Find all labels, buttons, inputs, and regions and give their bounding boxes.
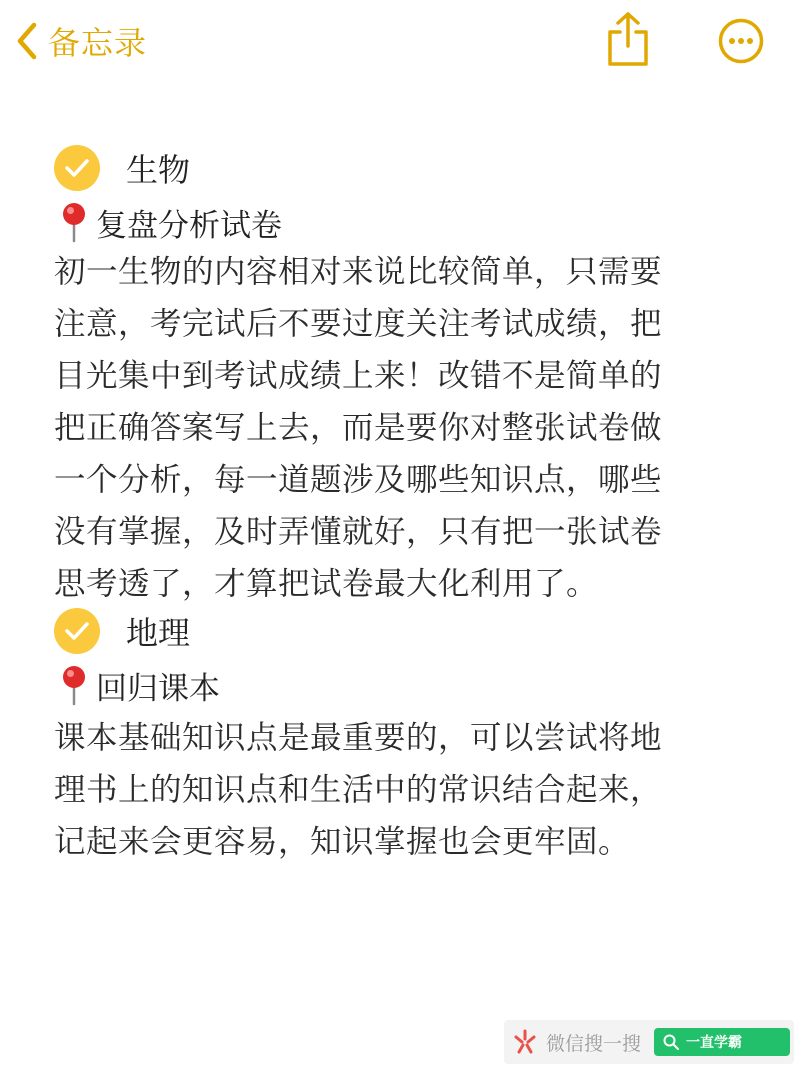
paragraph-line: 一个分析，每一道题涉及哪些知识点，哪些: [54, 462, 663, 498]
paragraph-line: 思考透了，才算把试卷最大化利用了。: [54, 566, 599, 602]
section-heading-geography: [54, 606, 190, 656]
subheading-text: 复盘分析试卷: [96, 207, 282, 244]
watermark-search-text: 微信搜一搜: [546, 1032, 642, 1055]
paragraph-line: 注意，考完试后不要过度关注考试成绩，把: [54, 306, 663, 342]
paragraph-line: 目光集中到考试成绩上来！改错不是简单的: [54, 358, 663, 394]
search-icon: [662, 1033, 680, 1051]
section-title: 生物: [126, 151, 191, 189]
checkmark-circle-icon[interactable]: [54, 608, 100, 654]
pushpin-icon: [58, 201, 90, 243]
paragraph-line: 理书上的知识点和生活中的常识结合起来，: [54, 772, 663, 808]
back-label: 备忘录: [48, 24, 148, 62]
subheading-text: 回归课本: [96, 670, 220, 707]
chevron-left-icon: [14, 21, 40, 61]
paragraph-line: 记起来会更容易，知识掌握也会更牢固。: [54, 824, 631, 860]
note-paragraph-geography: [54, 712, 744, 868]
watermark-badge-text: 一直学霸: [686, 1035, 742, 1051]
wechat-search-logo-icon: [510, 1027, 540, 1057]
subheading-textbook: [58, 662, 220, 708]
back-button[interactable]: [14, 16, 147, 66]
more-options-button[interactable]: [718, 18, 764, 64]
paragraph-line: 把正确答案写上去，而是要你对整张试卷做: [54, 410, 663, 446]
paragraph-line: 初一生物的内容相对来说比较简单，只需要: [54, 254, 663, 290]
more-ellipsis-icon: [718, 18, 764, 64]
paragraph-line: 没有掌握，及时弄懂就好，只有把一张试卷: [54, 514, 663, 550]
note-paragraph-biology: [54, 246, 744, 610]
section-heading-biology: [54, 143, 190, 193]
checkmark-circle-icon[interactable]: [54, 145, 100, 191]
section-title: 地理: [126, 614, 191, 652]
paragraph-line: 课本基础知识点是最重要的，可以尝试将地: [54, 720, 663, 756]
share-icon: [604, 10, 652, 68]
subheading-review: [58, 199, 282, 245]
nav-bar: [0, 0, 800, 90]
pushpin-icon: [58, 664, 90, 706]
watermark-badge: [654, 1028, 790, 1056]
share-button[interactable]: [604, 10, 652, 68]
wechat-search-watermark: [504, 1020, 794, 1064]
